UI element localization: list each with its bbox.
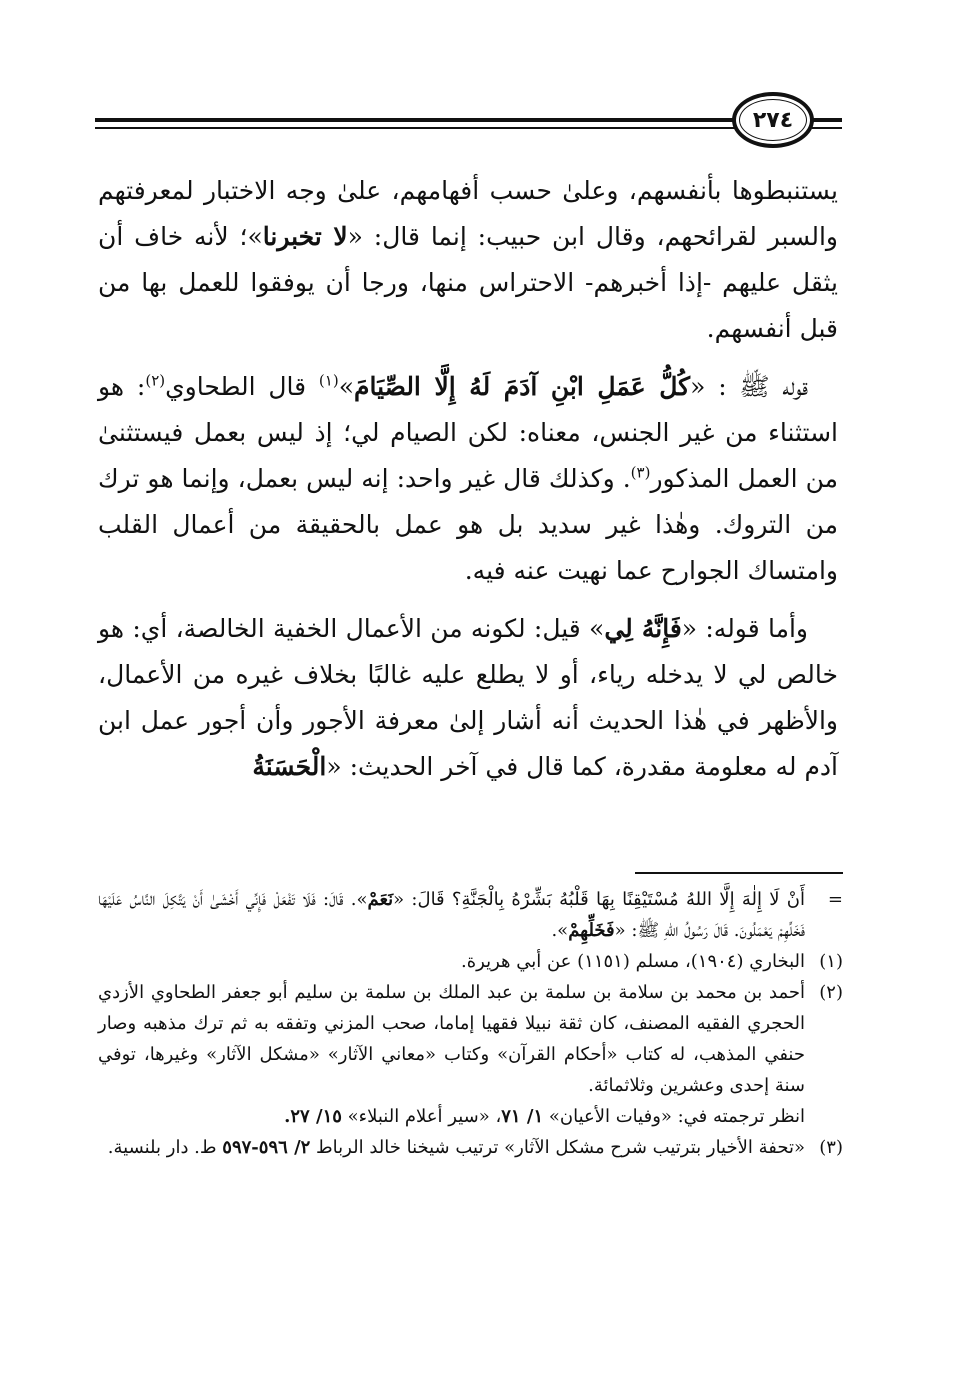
footnote-2: (٢) أحمد بن محمد بن سلامة بن سلمة بن عبد الملك بن سلمة بن سليم أبو جعفر الطحاوي الأزدي الحجري الفقيه المصنف، كان ثقة نبيلا فقهيا إماما، صحب المزني وتفقه به ثم ترك مذهبه وصار حنفي المذهب، له كتاب «أحكام القرآن» وكتاب «معاني الآثار» «مشكل الآثار» وغيرها، توفي سنة إحدى وعشرين وثلاثمائة. انظر ترجمته في: «وفيات الأعيان» ١/ ٧١، «سير أعلام النبلاء» ١٥/ ٢٧. — [98, 977, 843, 1132]
page-number: ٢٧٤ — [752, 107, 794, 133]
footnote-1: (١) البخاري (١٩٠٤)، مسلم (١١٥١) عن أبي هريرة. — [98, 946, 843, 977]
footnote-3: (٣) «تحفة الأخيار بترتيب شرح مشكل الآثار» ترتيب شيخنا خالد الرباط ٢/ ٥٩٦-٥٩٧ ط. دار بلنسية. — [98, 1132, 843, 1163]
footnote-ref-3: (٣) — [630, 463, 651, 482]
paragraph-2: قوله ﷺ : «كُلُّ عَمَلِ ابْنِ آدَمَ لَهُ إِلَّا الصِّيَامَ»$^{(١)}$ قال الطحاوي$^{(٢)}$: هو استثناء من غير الجنس، معناه: لكن الصيام لي؛ إذ ليس بعمل فيستثنىٰ من العمل المذكور$^{(٣)}$. وكذلك قال غير واحد: إنه ليس بعمل، وإنما هو ترك من التروك. وهٰذا غير سديد بل هو عمل بالحقيقة من أعمال القلب وامتساك الجوارح عما نهيت عنه فيه. — [98, 371, 838, 585]
paragraph-3: وأما قوله: «فَإِنَّهُ لِي» قيل: لكونه من الأعمال الخفية الخالصة، أي: هو خالص لي لا يدخله رياء، أو لا يطلع عليه غالبًا بخلاف غيره من الأعمال، والأظهر في هٰذا الحديث أنه أشار إلىٰ معرفة الأجور وأن أجور عمل ابن آدم له معلومة مقدرة، كما قال في آخر الحديث: «الْحَسَنَةُ — [98, 614, 838, 781]
footnote-number: (٢) — [819, 982, 843, 1003]
footnote-ref-1: (١) — [318, 371, 339, 390]
header-rule-thin — [95, 127, 735, 129]
hadith-quote: فَإِنَّهُ لِي — [604, 614, 682, 643]
header-rule-right-thin — [812, 127, 842, 129]
header-rule-thick — [95, 118, 735, 122]
hadith-quote: الْحَسَنَةُ — [252, 752, 327, 781]
header-rule-right-thick — [812, 118, 842, 122]
page-header — [0, 0, 954, 160]
footnote-separator — [635, 872, 843, 874]
footnotes — [98, 884, 843, 1163]
hadith-quote: كُلُّ عَمَلِ ابْنِ آدَمَ لَهُ إِلَّا الصِّيَامَ — [354, 372, 691, 401]
page-number-badge — [732, 92, 814, 148]
main-text — [98, 168, 838, 802]
continuation-mark: = — [827, 889, 843, 910]
footnote-ref-2: (٢) — [145, 371, 166, 390]
footnote-number: (١) — [819, 951, 843, 972]
footnote-number: (٣) — [819, 1137, 843, 1158]
footnote-continuation: = أَنْ لَا إِلٰهَ إِلَّا اللهُ مُسْتَيْقِنًا بِهَا قَلْبُهُ بَشِّرْهُ بِالْجَنَّةِ؟ قَالَ: «نَعَمْ». قَالَ: فَلَا تَفْعَلْ فَإِنِّي أَخْشَىٰ أَنْ يَتَّكِلَ النَّاسُ عَلَيْهَا فَخَلِّهِمْ يَعْمَلُونَ. قَالَ رَسُولُ اللهِ ﷺ: «فَخَلِّهِمْ». — [98, 884, 843, 946]
quoted-phrase: لا تخبرنا — [262, 222, 348, 251]
paragraph-1: يستنبطوها بأنفسهم، وعلىٰ حسب أفهامهم، علىٰ وجه الاختبار لمعرفتهم والسبر لقرائحهم، وقال ابن حبيب: إنما قال: «لا تخبرنا»؛ لأنه خاف أن يثقل عليهم -إذا أخبرهم- الاحتراس منها، ورجا أن يوفقوا للعمل بها من قبل أنفسهم. — [98, 176, 838, 343]
